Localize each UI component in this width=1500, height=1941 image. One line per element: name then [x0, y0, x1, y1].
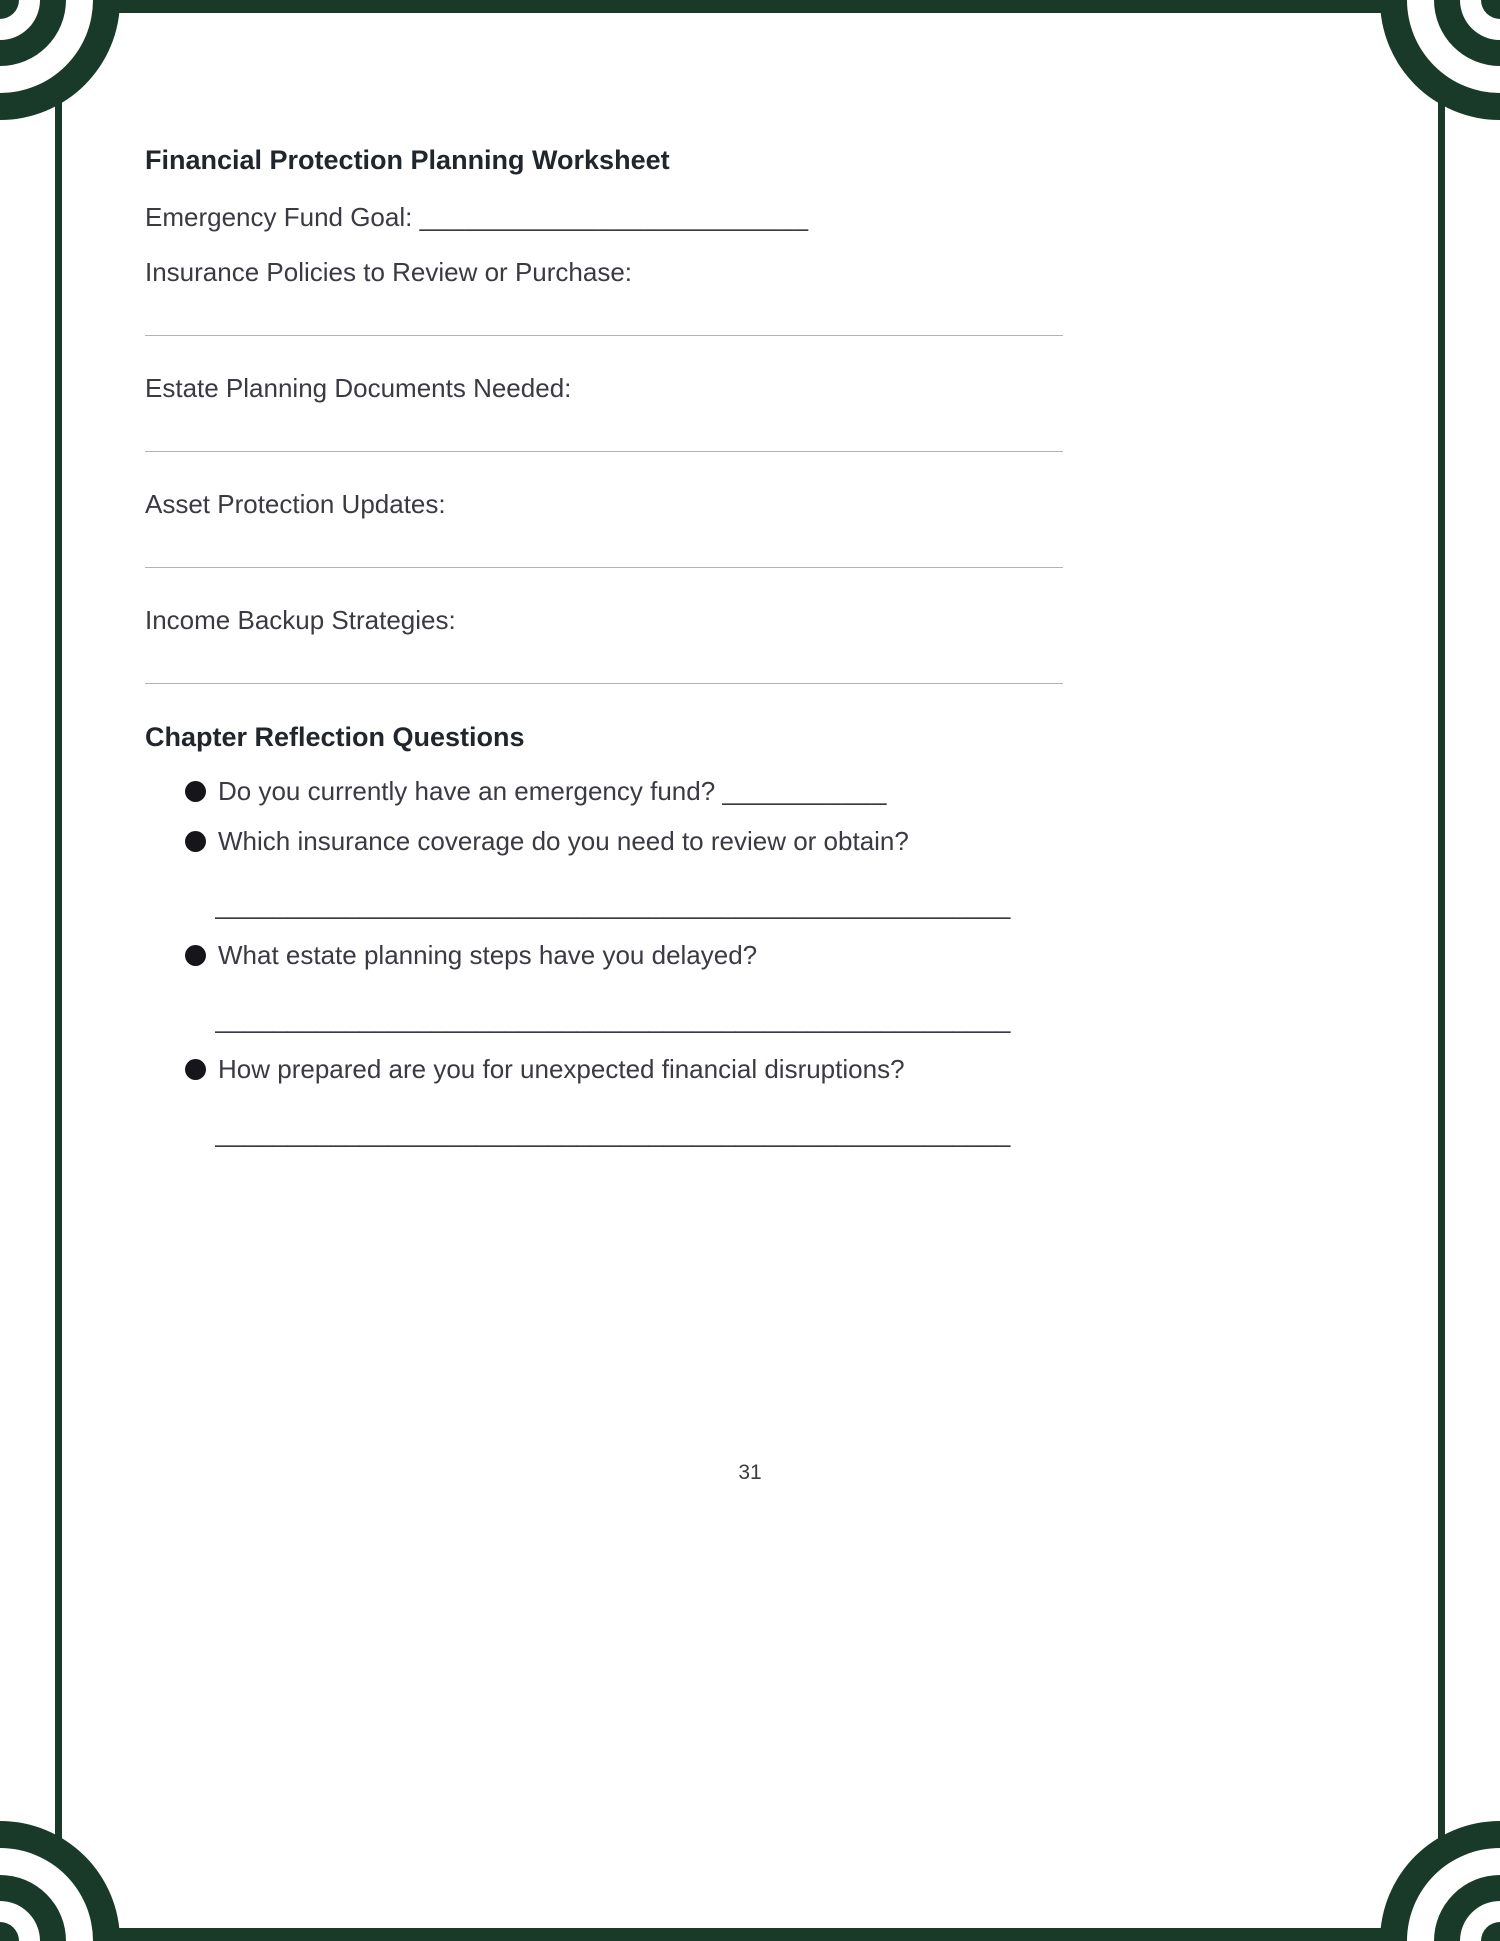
field-label: Estate Planning Documents Needed:	[145, 373, 572, 403]
emergency-fund-blank: __________________________	[419, 202, 809, 232]
field-asset-protection	[145, 487, 1063, 568]
question-text: What estate planning steps have you delayed?	[218, 940, 758, 970]
question-row	[145, 824, 1063, 858]
answer-line	[145, 451, 1063, 452]
question-answer-blank: _______________________________________________________	[215, 1118, 1011, 1148]
emergency-fund-row	[145, 200, 1063, 234]
reflection-title: Chapter Reflection Questions	[145, 722, 525, 752]
question-row	[145, 1052, 1063, 1086]
emergency-fund-label: Emergency Fund Goal:	[145, 202, 413, 232]
question-row	[145, 774, 1063, 808]
answer-line	[145, 335, 1063, 336]
worksheet-page	[145, 143, 1063, 1150]
field-label: Income Backup Strategies:	[145, 605, 456, 635]
question-text: How prepared are you for unexpected financial disruptions?	[218, 1054, 905, 1084]
question-answer-blank: _______________________________________________________	[215, 1004, 1011, 1034]
question-inline-blank: ___________	[722, 776, 887, 806]
answer-line	[145, 567, 1063, 568]
field-income-backup	[145, 603, 1063, 684]
question-text: Which insurance coverage do you need to review or obtain?	[218, 826, 909, 856]
field-estate-documents	[145, 371, 1063, 452]
field-label: Insurance Policies to Review or Purchase:	[145, 257, 633, 287]
worksheet-title: Financial Protection Planning Worksheet	[145, 145, 670, 175]
question-label: Do you currently have an emergency fund?	[218, 776, 716, 806]
question-row	[145, 938, 1063, 972]
bullet-icon	[185, 831, 206, 852]
bullet-icon	[185, 781, 206, 802]
field-label: Asset Protection Updates:	[145, 489, 446, 519]
bullet-icon	[185, 945, 206, 966]
page-number: 31	[738, 1461, 762, 1484]
bullet-icon	[185, 1059, 206, 1080]
field-insurance-policies	[145, 255, 1063, 336]
question-answer-blank: _______________________________________________________	[215, 890, 1011, 920]
question-text	[218, 774, 887, 808]
answer-line	[145, 683, 1063, 684]
